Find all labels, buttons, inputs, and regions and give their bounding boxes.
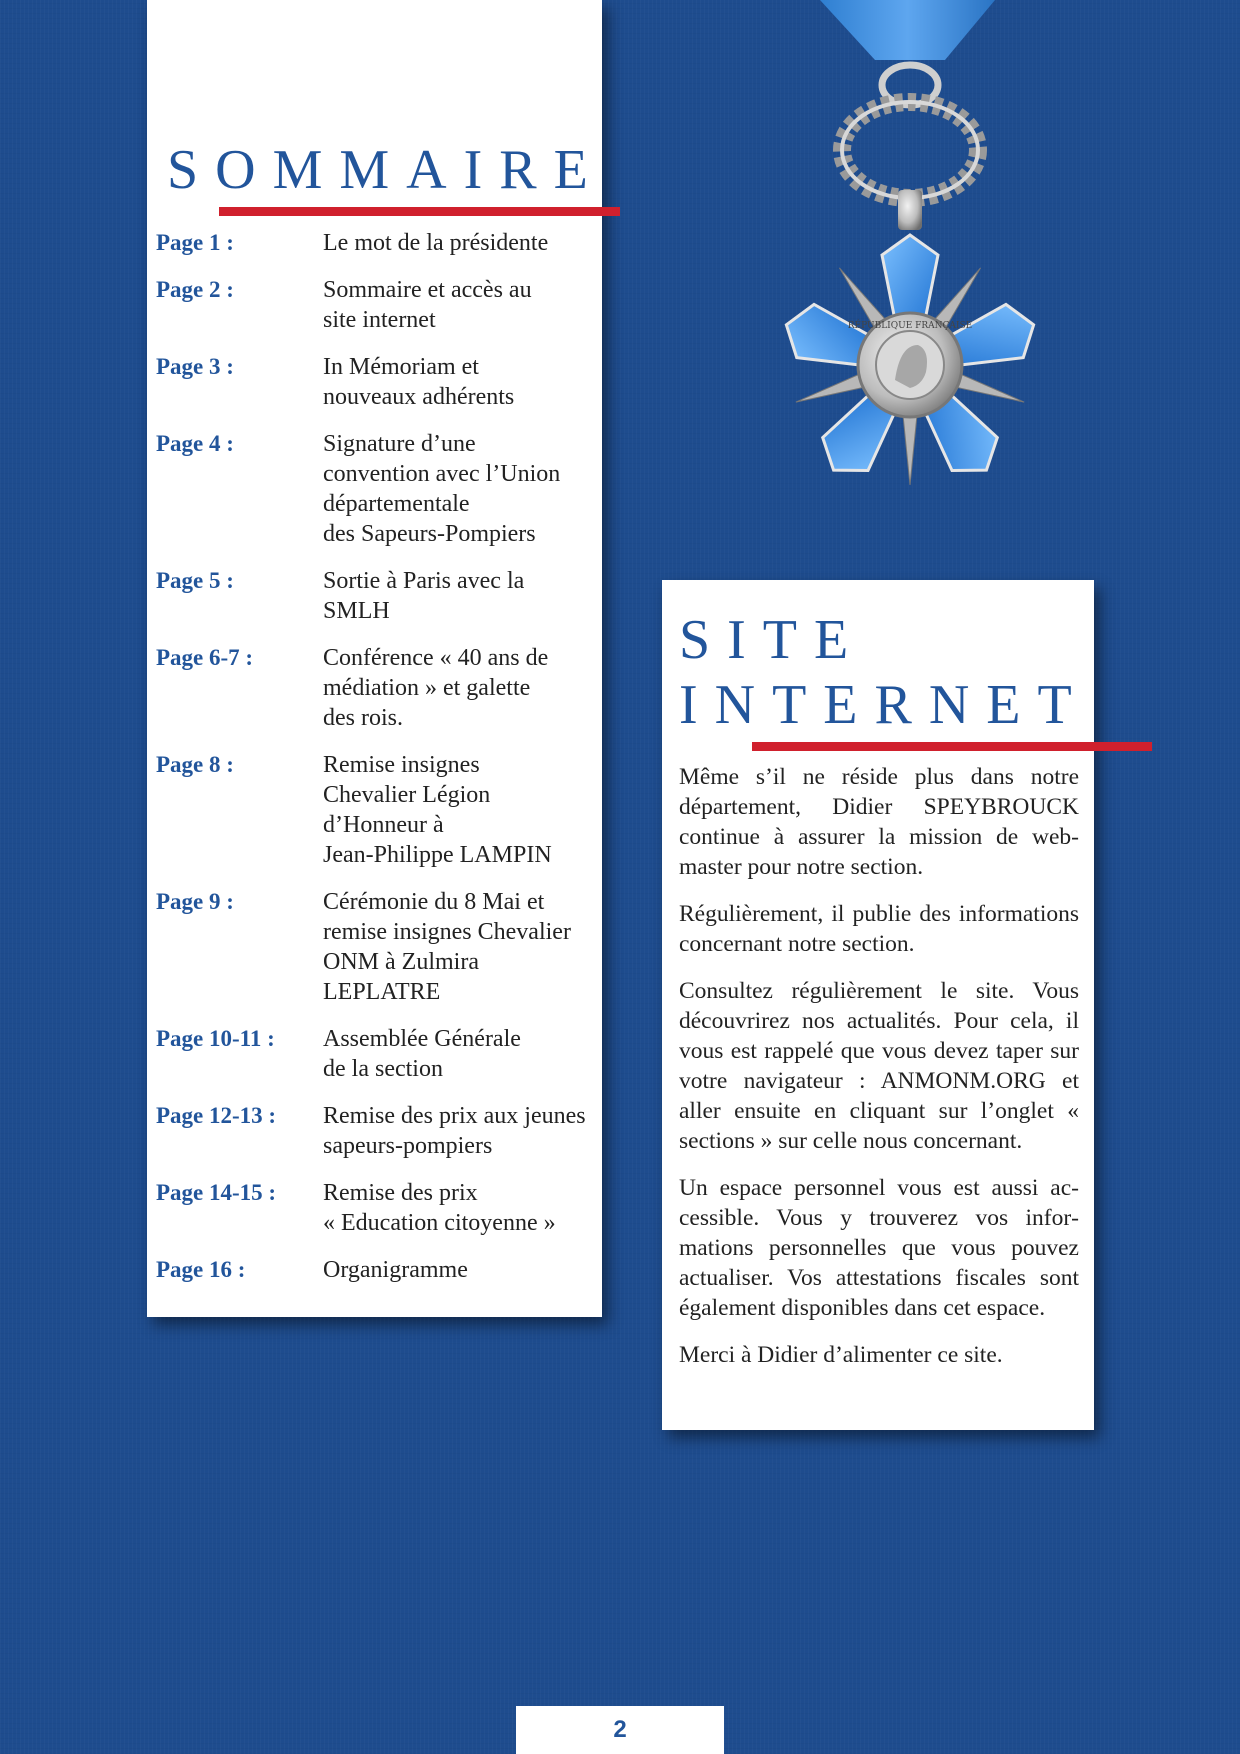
toc-page-number: Page 1 : [156,230,234,255]
toc-item-title: Cérémonie du 8 Mai et remise insignes Chevalier ONM à Zulmira LEPLATRE [323,889,571,1005]
toc-page-number: Page 6-7 : [156,645,254,670]
toc-page-number: Page 4 : [156,431,234,456]
site-body [679,762,1079,1387]
toc-item-title: Le mot de la présidente [323,230,549,256]
page-number: 2 [613,1716,627,1743]
toc-item [156,566,596,626]
toc-item [156,643,596,733]
toc-item [156,1024,596,1084]
page-number-box [516,1706,724,1754]
toc-page-number: Page 12-13 : [156,1103,277,1128]
toc-item-title: Remise insignes Chevalier Légion d’Honneur à Jean-Philippe LAMPIN [323,752,552,868]
toc-page-number: Page 2 : [156,277,234,302]
toc-page-number: Page 16 : [156,1257,246,1282]
toc-item-title: Conférence « 40 ans de médiation » et galette des rois. [323,645,549,731]
toc-page-number: Page 14-15 : [156,1180,277,1205]
toc-item-title: Remise des prix aux jeunes sapeurs-pompiers [323,1103,586,1159]
toc-page-number: Page 10-11 : [156,1026,275,1051]
site-paragraph: Régulièrement, il publie des informations concernant notre section. [679,901,1079,957]
toc-page-number: Page 5 : [156,568,234,593]
site-underline [752,742,1152,751]
toc-item-title: Signature d’une convention avec l’Union départementale des Sapeurs-Pompiers [323,431,561,547]
toc-page-number: Page 9 : [156,889,234,914]
toc-item-title: Sommaire et accès au site internet [323,277,532,333]
toc-item [156,750,596,870]
site-paragraph: Même s’il ne réside plus dans notre département, Didier SPEYBROUCK continue à assurer la mission de webmaster pour notre section. [679,764,1079,880]
site-title-line2: INTERNET [679,674,1089,736]
toc-page-number: Page 8 : [156,752,234,777]
toc-item-title: Sortie à Paris avec la SMLH [323,568,525,624]
toc-item [156,275,596,335]
site-paragraph: Merci à Didier d’alimenter ce site. [679,1342,1003,1368]
toc-item-title: Organigramme [323,1257,468,1283]
toc-item [156,352,596,412]
toc-page-number: Page 3 : [156,354,234,379]
toc-item [156,429,596,549]
toc-item [156,1255,596,1285]
sommaire-underline [219,207,620,216]
sommaire-title: SOMMAIRE [167,139,605,201]
toc-item [156,887,596,1007]
toc-item-title: Assemblée Générale de la section [323,1026,521,1082]
medal-icon [750,0,1070,490]
toc-item [156,1101,596,1161]
medal-inscription: RÉPUBLIQUE FRANÇAISE [847,321,973,331]
table-of-contents [156,228,596,1302]
site-title-line1: SITE [679,609,866,671]
toc-item [156,228,596,258]
toc-item [156,1178,596,1238]
site-paragraph: Un espace personnel vous est aussi accessible. Vous y trouverez vos informations personnelles que vous pouvez actualiser. Vos attestations fiscales sont également disponibles dans cet espace. [679,1175,1079,1321]
site-paragraph: Consultez régulièrement le site. Vous découvrirez nos actualités. Pour cela, il vous est rappelé que vous devez taper sur votre navigateur : ANMONM.ORG et aller ensuite en cliquant sur l’onglet « sections » sur celle nous concernant. [679,978,1079,1154]
toc-item-title: Remise des prix « Education citoyenne » [323,1180,556,1236]
toc-item-title: In Mémoriam et nouveaux adhérents [323,354,515,410]
